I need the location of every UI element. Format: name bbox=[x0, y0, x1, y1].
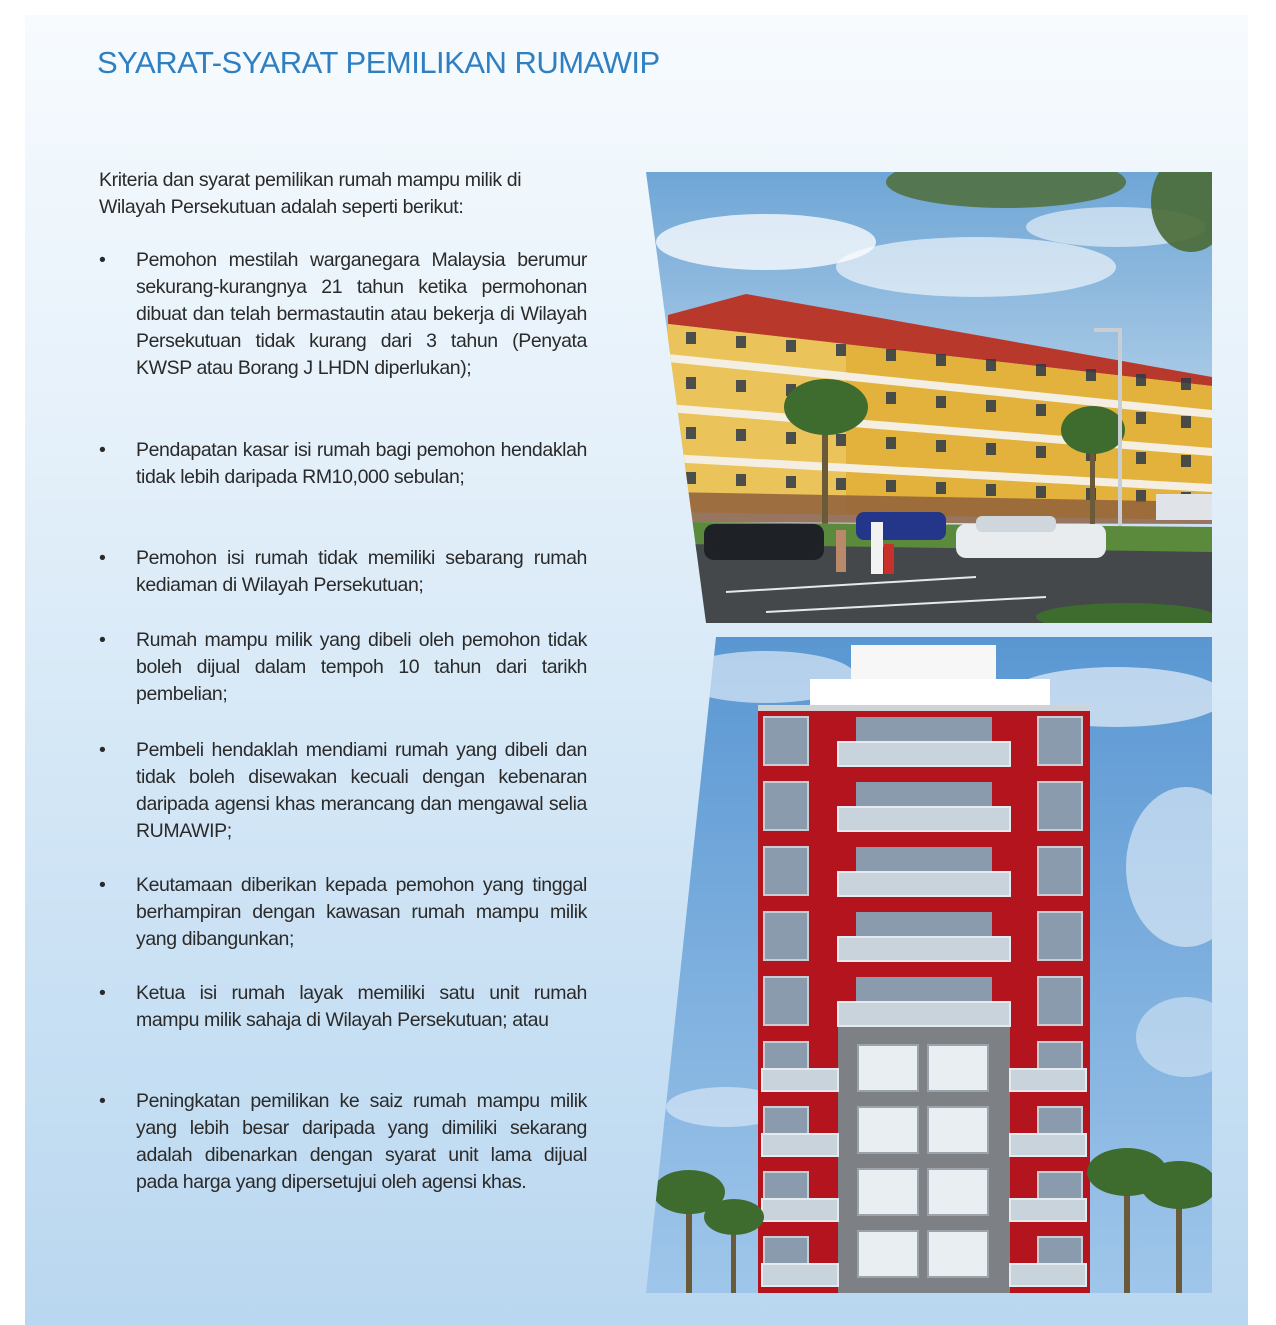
requirement-text: Pemohon isi rumah tidak memiliki sebarang rumah kediaman di Wilayah Persekutuan; bbox=[136, 547, 587, 596]
requirement-item bbox=[99, 872, 587, 980]
requirement-item bbox=[99, 980, 587, 1088]
requirement-text: Ketua isi rumah layak memiliki satu unit rumah mampu milik sahaja di Wilayah Persekutuan; atau bbox=[136, 982, 587, 1031]
requirement-item bbox=[99, 247, 587, 437]
requirement-item bbox=[99, 437, 587, 545]
requirement-text: Pembeli hendaklah mendiami rumah yang dibeli dan tidak boleh disewakan kecuali dengan kebenaran daripada agensi khas merancang dan mengawal selia RUMAWIP; bbox=[136, 739, 587, 842]
requirements-list bbox=[99, 247, 587, 1196]
intro-paragraph: Kriteria dan syarat pemilikan rumah mampu milik di Wilayah Persekutuan adalah seperti berikut: bbox=[99, 169, 522, 218]
requirement-item bbox=[99, 737, 587, 872]
requirement-item bbox=[99, 1088, 587, 1196]
bullet-icon: • bbox=[99, 547, 106, 569]
requirement-item bbox=[99, 627, 587, 737]
bullet-icon: • bbox=[99, 629, 106, 651]
requirement-text: Pendapatan kasar isi rumah bagi pemohon hendaklah tidak lebih daripada RM10,000 sebulan; bbox=[136, 439, 587, 488]
bullet-icon: • bbox=[99, 439, 106, 461]
high-rise-tower-photo bbox=[646, 637, 1212, 1293]
page-title: SYARAT-SYARAT PEMILIKAN RUMAWIP bbox=[97, 45, 660, 80]
bullet-icon: • bbox=[99, 249, 106, 271]
requirement-text: Peningkatan pemilikan ke saiz rumah mampu milik yang lebih besar daripada yang dimiliki sekarang adalah dibenarkan dengan syarat unit lama dijual pada harga yang dipersetujui oleh agensi khas. bbox=[136, 1090, 587, 1193]
requirement-item bbox=[99, 545, 587, 627]
apartment-block-photo bbox=[646, 172, 1212, 623]
bullet-icon: • bbox=[99, 739, 106, 761]
bullet-icon: • bbox=[99, 982, 106, 1004]
apartment-block-image bbox=[646, 172, 1212, 623]
requirement-text: Rumah mampu milik yang dibeli oleh pemohon tidak boleh dijual dalam tempoh 10 tahun dari tarikh pembelian; bbox=[136, 629, 587, 705]
bullet-icon: • bbox=[99, 1090, 106, 1112]
requirement-text: Keutamaan diberikan kepada pemohon yang tinggal berhampiran dengan kawasan rumah mampu milik yang dibangunkan; bbox=[136, 874, 587, 950]
requirement-text: Pemohon mestilah warganegara Malaysia berumur sekurang-kurangnya 21 tahun ketika permohonan dibuat dan telah bermastautin atau bekerja di Wilayah Persekutuan tidak kurang dari 3 tahun (Penyata KWSP atau Borang J LHDN diperlukan); bbox=[136, 249, 587, 379]
bullet-icon: • bbox=[99, 874, 106, 896]
high-rise-tower-image bbox=[646, 637, 1212, 1293]
brochure-page bbox=[25, 15, 1248, 1325]
